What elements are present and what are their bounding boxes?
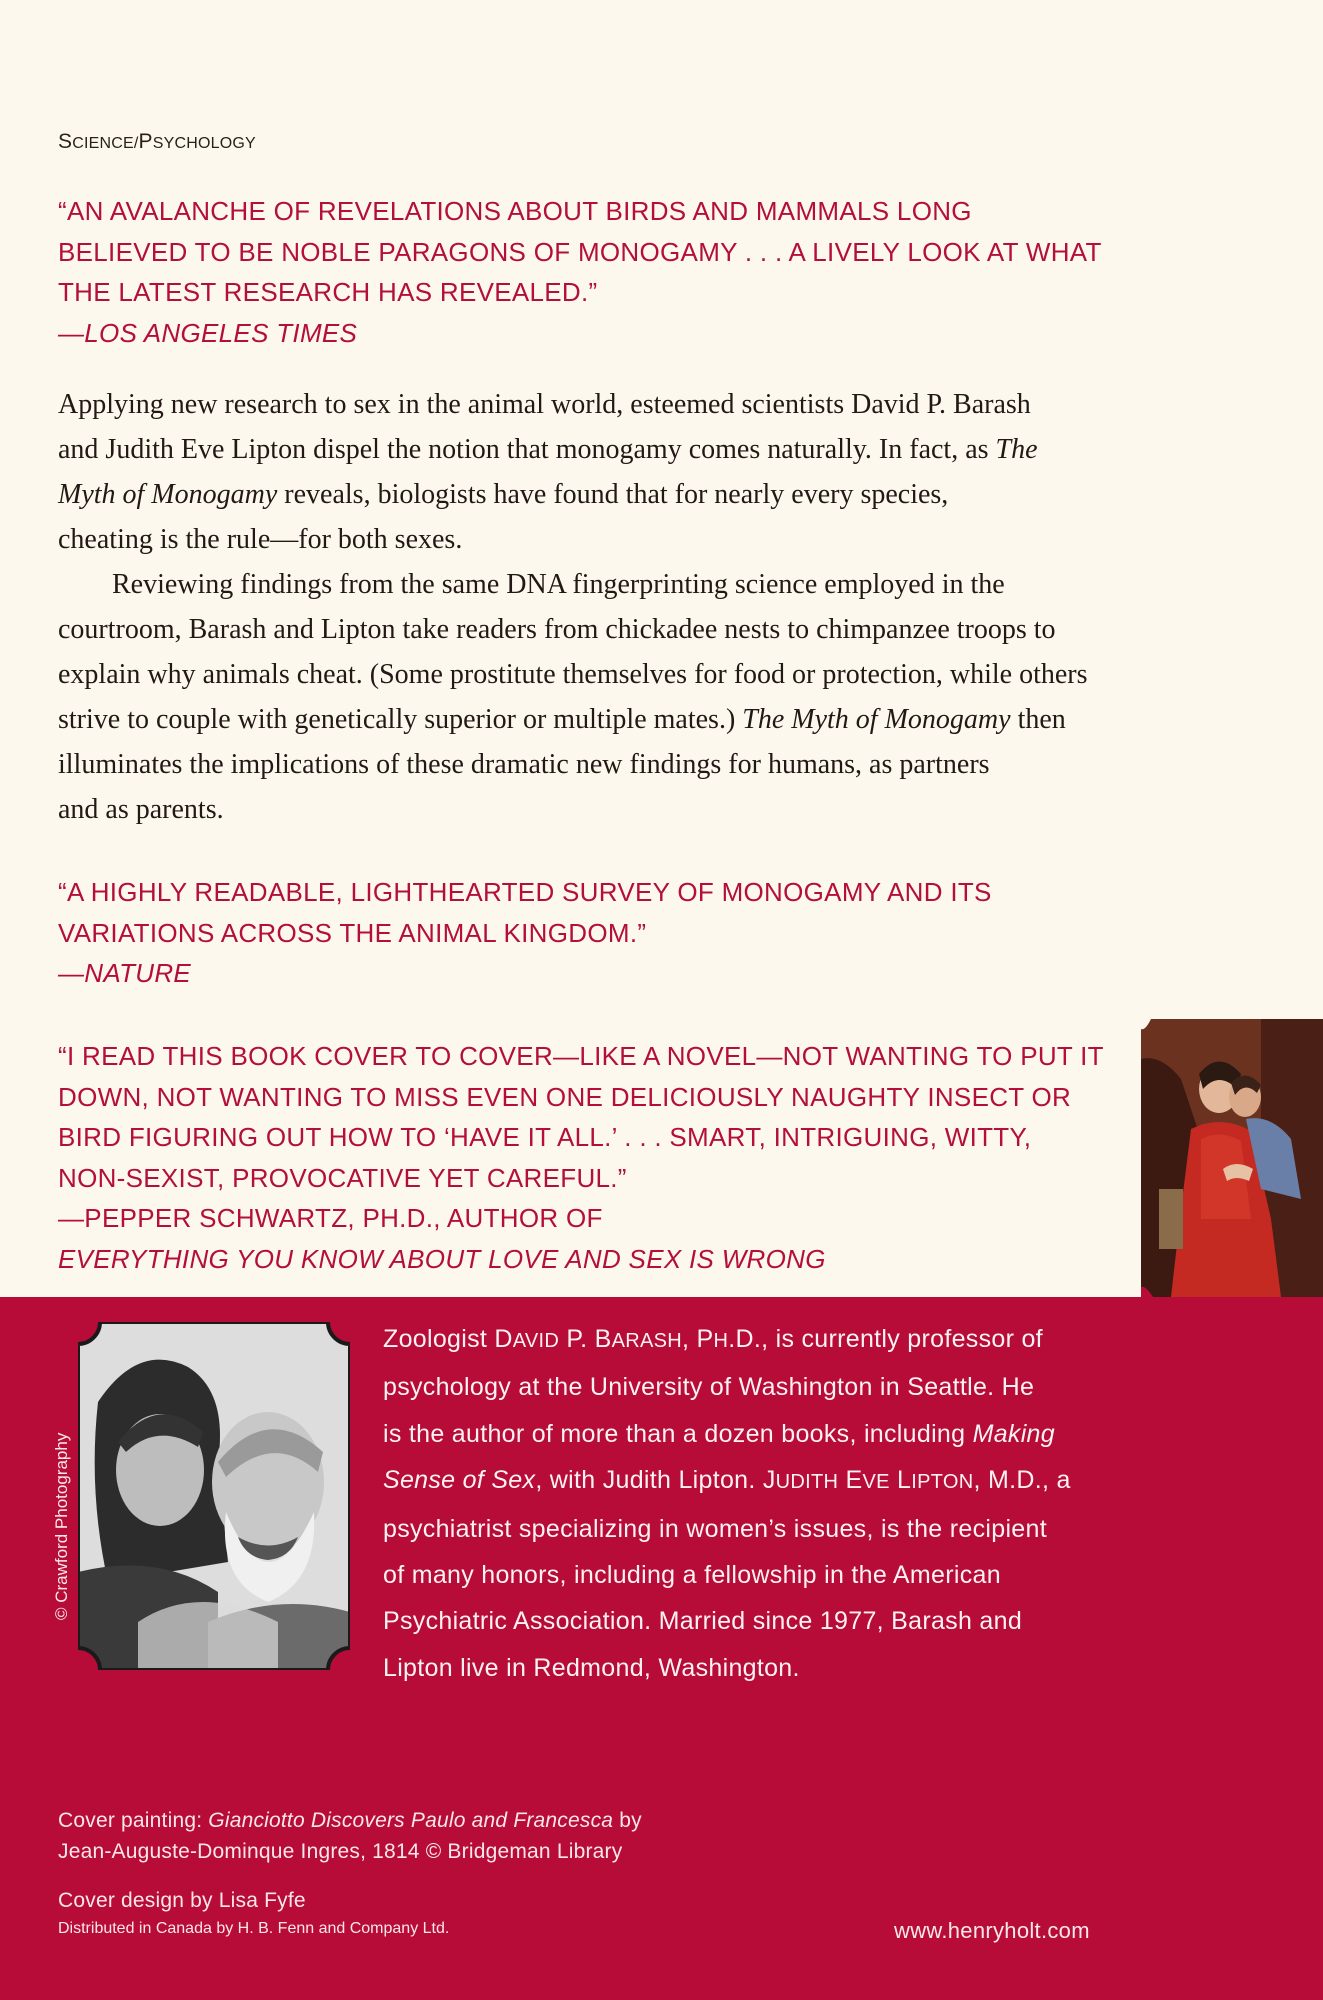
quote-attribution: —PEPPER SCHWARTZ, PH.D., AUTHOR OF [58, 1203, 603, 1233]
review-quote-schwartz: “I READ THIS BOOK COVER TO COVER—LIKE A NOVEL—NOT WANTING TO PUT IT DOWN, NOT WANTING TO MISS EVEN ONE DELICIOUSLY NAUGHTY INSECT OR BIRD FIGURING OUT HOW TO ‘HAVE IT ALL.’ . . . SMART, INTRIGUING, WITTY, NON-SEXIST, PROVOCATIVE YET CAREFUL.” —PEPPER SCHWARTZ, PH.D., AUTHOR OF EVERYTHING YOU KNOW ABOUT LOVE AND SEX IS WRONG [58, 1036, 1104, 1279]
author-photo [78, 1322, 350, 1670]
quote-book-title: EVERYTHING YOU KNOW ABOUT LOVE AND SEX IS WRONG [58, 1243, 826, 1274]
cover-design-credit: Cover design by Lisa Fyfe [58, 1889, 306, 1912]
review-quote-la-times: “AN AVALANCHE OF REVELATIONS ABOUT BIRDS AND MAMMALS LONG BELIEVED TO BE NOBLE PARAGONS OF MONOGAMY . . . A LIVELY LOOK AT WHAT THE LATEST RESEARCH HAS REVEALED.” —LOS ANGELES TIMES [58, 191, 1102, 353]
quote-attribution: —LOS ANGELES TIMES [58, 317, 358, 348]
author-bio: Zoologist DAVID P. BARASH, PH.D., is currently professor of psychology at the University of Washington in Seattle. He is the author of more than a dozen books, including Making Sense of Sex, with Judith Lipton. JUDITH EVE LIPTON, M.D., a psychiatrist specializing in women’s issues, is the recipient of many honors, including a fellowship in the American Psychiatric Association. Married since 1977, Barash and Lipton live in Redmond, Washington. [383, 1325, 1071, 1682]
painting-detail-image [1141, 1019, 1323, 1297]
photo-credit: © Crawford Photography [52, 1432, 71, 1620]
distribution-note: Distributed in Canada by H. B. Fenn and Company Ltd. [58, 1920, 450, 1937]
author-photo-image [78, 1322, 350, 1670]
book-description: Applying new research to sex in the animal world, esteemed scientists David P. Barash and Judith Eve Lipton dispel the notion that monogamy comes naturally. In fact, as The Myth of Monogamy reveals, biologists have found that for nearly every species, cheating is the rule—for both sexes. Reviewing findings from the same DNA fingerprinting science employed in the courtroom, Barash and Lipton take readers from chickadee nests to chimpanzee troops to explain why animals cheat. (Some prostitute themselves for food or protection, while others strive to couple with genetically superior or multiple mates.) The Myth of Monogamy then illuminates the implications of these dramatic new findings for humans, as partners and as parents. [58, 389, 1088, 825]
cover-painting-credit: Cover painting: Gianciotto Discovers Paulo and Francesca by Jean-Auguste-Dominque Ingres, 1814 © Bridgeman Library [58, 1809, 642, 1863]
review-quote-nature: “A HIGHLY READABLE, LIGHTHEARTED SURVEY OF MONOGAMY AND ITS VARIATIONS ACROSS THE ANIMAL KINGDOM.” —NATURE [58, 872, 992, 994]
publisher-website: www.henryholt.com [894, 1918, 1090, 1943]
quote-attribution: —NATURE [58, 958, 192, 988]
category-label: SCIENCE/PSYCHOLOGY [58, 130, 256, 153]
